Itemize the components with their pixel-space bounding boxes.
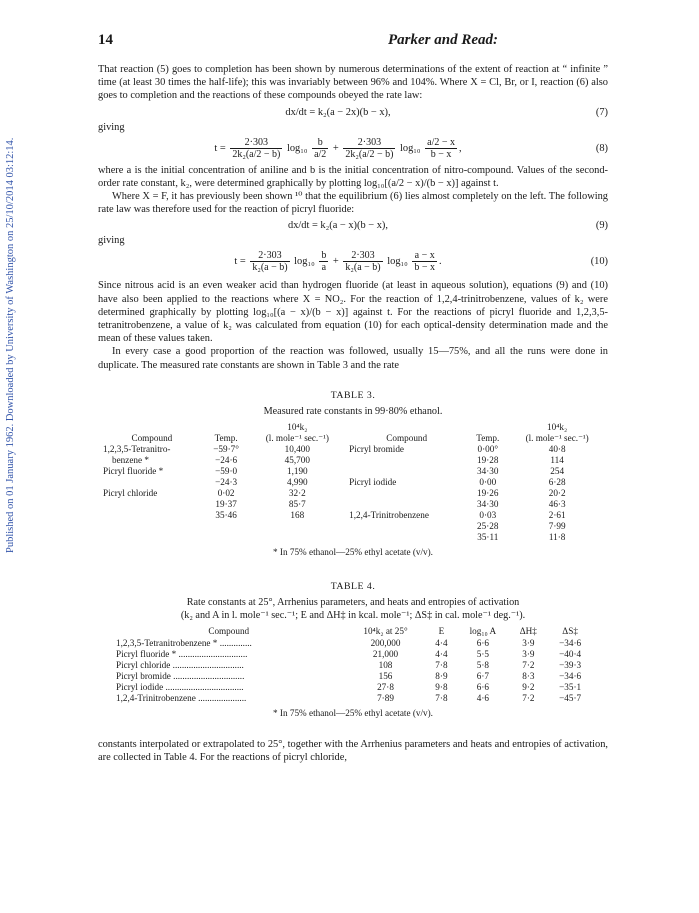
eq10-d2b: b − x — [414, 262, 436, 274]
cell: 1,2,4-Trinitrobenzene — [349, 509, 429, 520]
cell: 8·9 — [435, 670, 448, 681]
eq8-log-2: log₁₀ — [400, 142, 421, 154]
eq10-d1b: a — [321, 262, 327, 274]
eq10-tail: . — [439, 256, 442, 268]
cell: 11·8 — [548, 531, 566, 542]
cell: 1,190 — [286, 465, 308, 476]
cell: 20·2 — [548, 487, 566, 498]
cell: 6·7 — [476, 670, 490, 681]
eq10-log-1: log₁₀ — [294, 256, 315, 268]
table-row — [100, 488, 606, 499]
eq8-frac-1 — [230, 137, 282, 160]
cell: 7·2 — [522, 692, 535, 703]
cell — [248, 532, 346, 543]
cell: Picryl fluoride * — [103, 465, 164, 476]
cell: 21,000 — [372, 648, 399, 659]
cell — [248, 521, 346, 532]
t4-header-compound: Compound — [113, 626, 344, 638]
cell: 35·46 — [215, 509, 237, 520]
eq10-frac-2 — [319, 250, 328, 273]
cell — [100, 477, 204, 488]
paragraph-2: where a is the initial concentration of aniline and b is the initial concentration of nitro-compound. Values of the second-order rate constant, k₂, were determined graphically by plotting log₁₀[(a/2 − x)/(b − x)] against t. — [98, 164, 608, 189]
equation-10 — [98, 250, 608, 273]
table-4-subtitle-2: (k₂ and A in l. mole⁻¹ sec.⁻¹; E and ΔH‡ in kcal. mole⁻¹; ΔS‡ in cal. mole⁻¹ deg.⁻¹). — [180, 609, 526, 621]
cell: 8·3 — [522, 670, 535, 681]
eq8-d1: 2k₂(a/2 − b) — [232, 148, 281, 160]
t4-header-dh: ΔH‡ — [509, 626, 547, 638]
cell: 32·2 — [288, 487, 306, 498]
table-row — [113, 693, 593, 704]
cell: 9·8 — [435, 681, 448, 692]
cell: Picryl fluoride * .............................. — [116, 648, 248, 659]
eq8-n1b: b — [312, 137, 328, 149]
eq10-plus: + — [332, 256, 339, 268]
cell: 1,2,4-Trinitrobenzene ..................... — [116, 692, 247, 703]
cell: −59·7° — [213, 443, 239, 454]
cell: 5·5 — [476, 648, 490, 659]
t3-header-units-1: (l. mole⁻¹ sec.⁻¹) — [265, 432, 329, 443]
cell: Picryl iodide .................................. — [116, 681, 244, 692]
cell — [100, 499, 204, 510]
table-3 — [100, 422, 606, 543]
table-row — [113, 671, 593, 682]
cell: −24·6 — [215, 454, 238, 465]
eq8-n2: 2·303 — [343, 137, 395, 149]
cell: 4,990 — [286, 476, 308, 487]
cell — [346, 466, 467, 477]
t4-header-ds: ΔS‡ — [547, 626, 593, 638]
eq8-tail: , — [459, 142, 462, 154]
cell: 7·99 — [548, 520, 566, 531]
equation-7-number: (7) — [595, 106, 608, 118]
eq10-d2: k₂(a − b) — [345, 262, 381, 274]
cell: 3·9 — [522, 648, 535, 659]
cell: 19·26 — [477, 487, 499, 498]
eq8-frac-3 — [343, 137, 395, 160]
paragraph-3: Where X = F, it has previously been shown ¹⁰ that the equilibrium (6) lies almost completely on the left. The following rate law was therefore used for the reaction of picryl fluoride: — [98, 191, 608, 216]
cell: benzene * — [112, 454, 149, 465]
t3-head-top-1: 10⁴k₂ — [287, 421, 308, 432]
equation-8-number: (8) — [595, 142, 608, 154]
cell: 46·3 — [548, 498, 566, 509]
equation-9 — [98, 220, 608, 231]
cell: 1,2,3,5-Tetranitrobenzene * .............. — [116, 637, 252, 648]
cell: 34·30 — [477, 498, 499, 509]
table-row — [100, 444, 606, 455]
cell — [204, 521, 249, 532]
cell: 10,400 — [284, 443, 310, 454]
cell — [346, 455, 467, 466]
t3-header-temp-1: Temp. — [214, 432, 238, 443]
equation-8 — [98, 137, 608, 160]
equation-7 — [98, 107, 608, 118]
cell: 0·02 — [217, 487, 235, 498]
eq8-n1: 2·303 — [230, 137, 282, 149]
table-4-subtitle-1: Rate constants at 25°, Arrhenius parameters, and heats and entropies of activation — [186, 596, 520, 608]
cell: −34·6 — [559, 670, 582, 681]
cell: 114 — [550, 454, 564, 465]
table-row — [100, 499, 606, 510]
t3-head-top-2: 10⁴k₂ — [547, 421, 568, 432]
cell: 1,2,3,5-Tetranitro- — [103, 443, 171, 454]
cell: 45,700 — [284, 454, 310, 465]
table-4-footnote: * In 75% ethanol—25% ethyl acetate (v/v). — [273, 707, 433, 718]
t3-header-temp-2: Temp. — [476, 432, 500, 443]
table-3-caption: TABLE 3. — [330, 389, 376, 401]
cell: 7·2 — [522, 659, 535, 670]
cell — [346, 532, 467, 543]
cell: 7·89 — [377, 692, 394, 703]
cell: Picryl chloride — [103, 487, 158, 498]
equation-8-body — [98, 137, 578, 160]
paragraph-4: Since nitrous acid is an even weaker acid than hydrogen fluoride (at least in aqueous solution), equations (9) and (10) have also been applied to the reactions where X = NO₂. For the reaction of 1,2,4-trinitrobenzene, values of k₂ were determined graphically by plotting log₁₀[(a − x)/(b − x)] against t. For the reactions of picryl fluoride and 1,2,3,5-tetranitrobenzene, a value of k₂ was calculated from equation (10) for each optical-density determination made and the mean of these values taken. — [98, 280, 608, 345]
cell: 85·7 — [288, 498, 306, 509]
cell: −34·6 — [559, 637, 582, 648]
table-row — [113, 660, 593, 671]
eq8-d2: 2k₂(a/2 − b) — [345, 148, 394, 160]
cell: 35·11 — [477, 531, 499, 542]
cell: 4·4 — [435, 637, 448, 648]
cell: 5·8 — [476, 659, 490, 670]
cell: −59·0 — [215, 465, 238, 476]
table-row — [100, 532, 606, 543]
cell: 19·37 — [215, 498, 237, 509]
table-3-footnote: * In 75% ethanol—25% ethyl acetate (v/v). — [273, 546, 433, 557]
eq10-n2b: a − x — [412, 250, 437, 262]
cell: 40·8 — [548, 443, 566, 454]
eq8-frac-4 — [425, 137, 457, 160]
equation-9-body: dx/dt = k₂(a − x)(b − x), — [288, 220, 388, 232]
table-row — [100, 455, 606, 466]
table-row — [113, 637, 593, 649]
equation-9-number: (9) — [595, 220, 608, 232]
eq10-n1: 2·303 — [250, 250, 289, 262]
eq8-frac-2 — [312, 137, 328, 160]
cell: Picryl iodide — [349, 476, 397, 487]
equation-7-body: dx/dt = k₂(a − 2x)(b − x), — [285, 106, 391, 118]
cell: −39·3 — [559, 659, 582, 670]
cell: 9·2 — [522, 681, 535, 692]
cell — [204, 532, 249, 543]
table-3-subtitle: Measured rate constants in 99·80% ethanol. — [263, 405, 443, 417]
giving-label-2: giving — [98, 235, 125, 247]
page-number: 14 — [98, 32, 113, 48]
eq10-n2: 2·303 — [343, 250, 382, 262]
table-4-caption: TABLE 4. — [330, 580, 376, 592]
table-row — [100, 521, 606, 532]
cell: −40·4 — [559, 648, 582, 659]
eq8-d1b: a/2 — [314, 148, 327, 160]
table-row — [113, 682, 593, 693]
cell: 3·9 — [522, 637, 535, 648]
t3-header-compound-1: Compound — [131, 432, 173, 443]
cell: 34·30 — [477, 465, 499, 476]
cell — [100, 532, 204, 543]
cell — [100, 510, 204, 521]
t4-header-e: E — [427, 626, 457, 638]
eq10-frac-1 — [250, 250, 289, 273]
cell: 27·8 — [377, 681, 394, 692]
eq8-d2b: b − x — [430, 148, 452, 160]
cell — [346, 521, 467, 532]
cell: 7·8 — [435, 692, 448, 703]
cell: 2·61 — [548, 509, 566, 520]
cell: 7·8 — [435, 659, 448, 670]
cell: 6·28 — [548, 476, 566, 487]
paragraph-1: That reaction (5) goes to completion has been shown by numerous determinations of the extent of reaction at “ infinite ” time (at least 30 times the half-life); this was invariably between 96% and 104%. Where X = Cl, Br, or I, reaction (6) also goes to completion and the reactions of these compounds obeyed the rate law: — [98, 64, 608, 102]
cell: 0·00° — [477, 443, 499, 454]
table-row — [100, 510, 606, 521]
cell: 168 — [290, 509, 305, 520]
cell: Picryl bromide — [349, 443, 405, 454]
cell: 19·28 — [477, 454, 499, 465]
cell: −45·7 — [559, 692, 582, 703]
cell: 6·6 — [476, 681, 490, 692]
cell: 200,000 — [370, 637, 401, 648]
cell — [346, 499, 467, 510]
cell: Picryl chloride ............................... — [116, 659, 244, 670]
cell — [100, 521, 204, 532]
eq10-d1: k₂(a − b) — [252, 262, 288, 274]
eq10-log-2: log₁₀ — [387, 256, 408, 268]
eq10-frac-3 — [343, 250, 382, 273]
t3-header-compound-2: Compound — [386, 432, 428, 443]
table-4 — [113, 626, 593, 704]
cell: −24·3 — [215, 476, 238, 487]
cell — [346, 488, 467, 499]
eq8-plus: + — [332, 142, 339, 154]
cell: −35·1 — [559, 681, 582, 692]
cell: 108 — [378, 659, 393, 670]
equation-10-number: (10) — [590, 256, 608, 268]
eq10-frac-4 — [412, 250, 437, 273]
eq8-lhs: t = — [214, 142, 226, 154]
cell: 25·28 — [477, 520, 499, 531]
table-row — [100, 477, 606, 488]
paragraph-6: constants interpolated or extrapolated to 25°, together with the Arrhenius parameters and heats and entropies of activation, are collected in Table 4. For the reactions of picryl chloride, — [98, 738, 608, 764]
eq10-n1b: b — [321, 250, 327, 262]
page-body — [98, 32, 608, 764]
paragraph-5: In every case a good proportion of the reaction was followed, usually 15—75%, and all the runs were done in duplicate. The measured rate constants are shown in Table 3 and the rate — [98, 346, 608, 371]
equation-10-body — [98, 250, 578, 273]
running-title: Parker and Read: — [388, 32, 498, 48]
publication-side-note: Published on 01 January 1962. Downloaded by University of Washington on 25/10/2014 03:12:14. — [5, 137, 16, 553]
cell: Picryl bromide ............................... — [116, 670, 245, 681]
eq10-lhs: t = — [234, 256, 246, 268]
cell: 156 — [378, 670, 393, 681]
t4-header-loga: log₁₀ A — [456, 626, 509, 638]
t4-header-k2: 10⁴k₂ at 25° — [344, 626, 426, 638]
cell: 0·03 — [479, 509, 497, 520]
cell: 254 — [550, 465, 565, 476]
giving-label-1: giving — [98, 121, 125, 133]
cell: 4·4 — [435, 648, 448, 659]
eq8-n2b: a/2 − x — [427, 136, 456, 148]
t3-header-units-2: (l. mole⁻¹ sec.⁻¹) — [525, 432, 589, 443]
cell: 0·00 — [479, 476, 497, 487]
cell: 4·6 — [476, 692, 490, 703]
eq8-log-1: log₁₀ — [286, 142, 308, 154]
page-header — [98, 32, 608, 49]
table-row — [100, 466, 606, 477]
cell: 6·6 — [476, 637, 490, 648]
table-row — [113, 649, 593, 660]
